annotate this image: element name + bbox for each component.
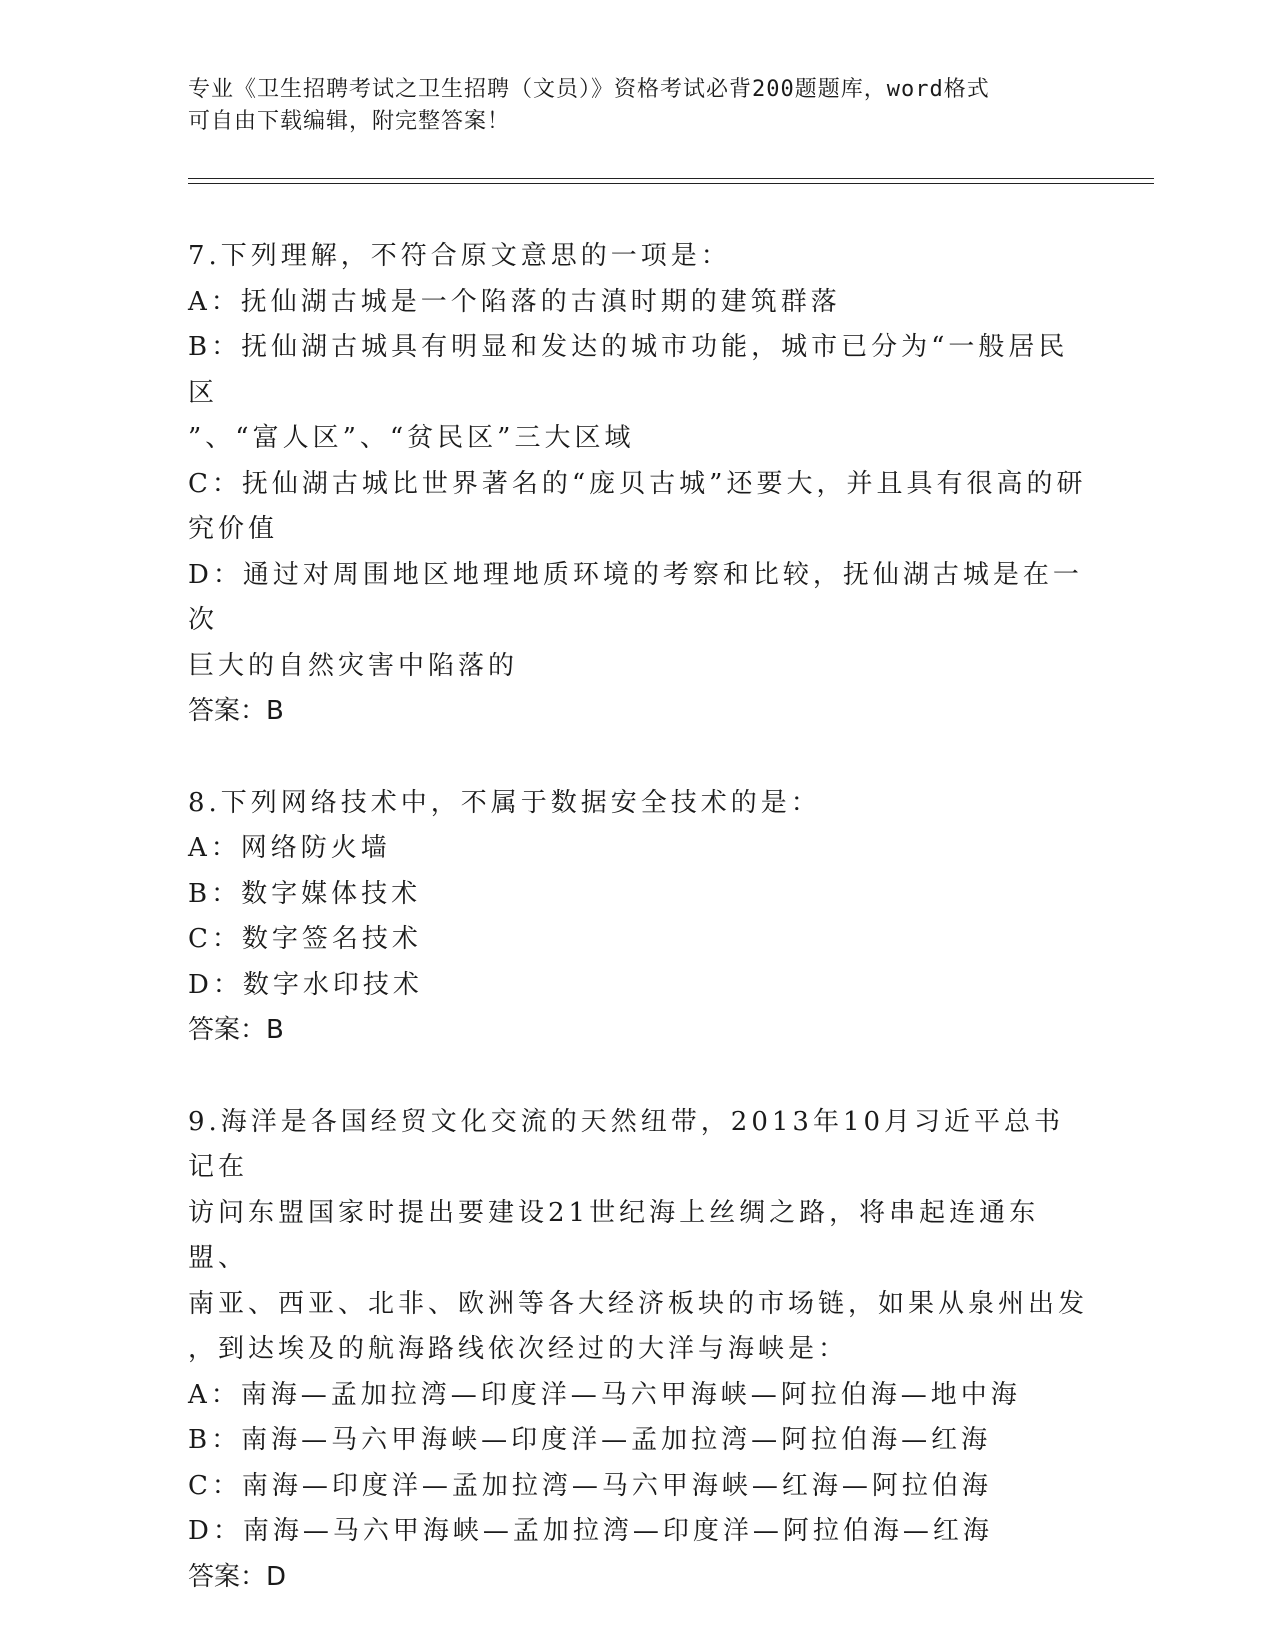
header-divider-top: [188, 178, 1154, 179]
document-header: [188, 74, 1068, 138]
question-stem-line: 访问东盟国家时提出要建设21世纪海上丝绸之路，将串起连通东盟、: [188, 1197, 1040, 1273]
question-stem-line: 7.下列理解，不符合原文意思的一项是：: [188, 241, 731, 271]
question-block: [188, 234, 1088, 735]
answer-line: 答案：B: [188, 1015, 284, 1045]
option-line: C：南海—印度洋—孟加拉湾—马六甲海峡—红海—阿拉伯海: [188, 1470, 992, 1501]
option-line: A：南海—孟加拉湾—印度洋—马六甲海峡—阿拉伯海—地中海: [188, 1379, 1021, 1410]
header-divider-bottom: [188, 183, 1154, 184]
option-line: 究价值: [188, 514, 279, 544]
option-line: 巨大的自然灾害中陷落的: [188, 650, 519, 681]
option-line: D：数字水印技术: [188, 969, 423, 1000]
option-line: A：网络防火墙: [188, 833, 391, 863]
option-line: C：数字签名技术: [188, 924, 422, 954]
option-line: D：通过对周围地区地理地质环境的考察和比较，抚仙湖古城是在一次: [188, 559, 1083, 635]
question-stem-line: ，到达埃及的航海路线依次经过的大洋与海峡是：: [188, 1334, 849, 1364]
question-block: [188, 781, 1088, 1054]
option-line: B：南海—马六甲海峡—印度洋—孟加拉湾—阿拉伯海—红海: [188, 1425, 992, 1455]
option-line: C：抚仙湖古城比世界著名的“庞贝古城”还要大，并且具有很高的研: [188, 468, 1087, 499]
option-line: B：数字媒体技术: [188, 878, 422, 909]
option-line: A：抚仙湖古城是一个陷落的古滇时期的建筑群落: [188, 286, 841, 317]
header-line-1: 专业《卫生招聘考试之卫生招聘（文员）》资格考试必背200题题库，word格式: [188, 77, 990, 102]
question-stem-line: 9.海洋是各国经贸文化交流的天然纽带，2013年10月习近平总书记在: [188, 1106, 1065, 1182]
answer-line: 答案：B: [188, 696, 284, 726]
question-stem-line: 8.下列网络技术中，不属于数据安全技术的是：: [188, 787, 821, 818]
header-line-2: 可自由下载编辑，附完整答案！: [188, 109, 511, 134]
question-list: [188, 234, 1088, 1646]
question-block: [188, 1100, 1088, 1601]
option-line: B：抚仙湖古城具有明显和发达的城市功能，城市已分为“一般居民区: [188, 332, 1069, 408]
answer-line: 答案：D: [188, 1561, 287, 1592]
question-stem-line: 南亚、西亚、北非、欧洲等各大经济板块的市场链，如果从泉州出发: [188, 1288, 1089, 1319]
option-line: D：南海—马六甲海峡—孟加拉湾—印度洋—阿拉伯海—红海: [188, 1516, 993, 1546]
option-line: ”、“富人区”、“贫民区”三大区域: [188, 423, 635, 453]
